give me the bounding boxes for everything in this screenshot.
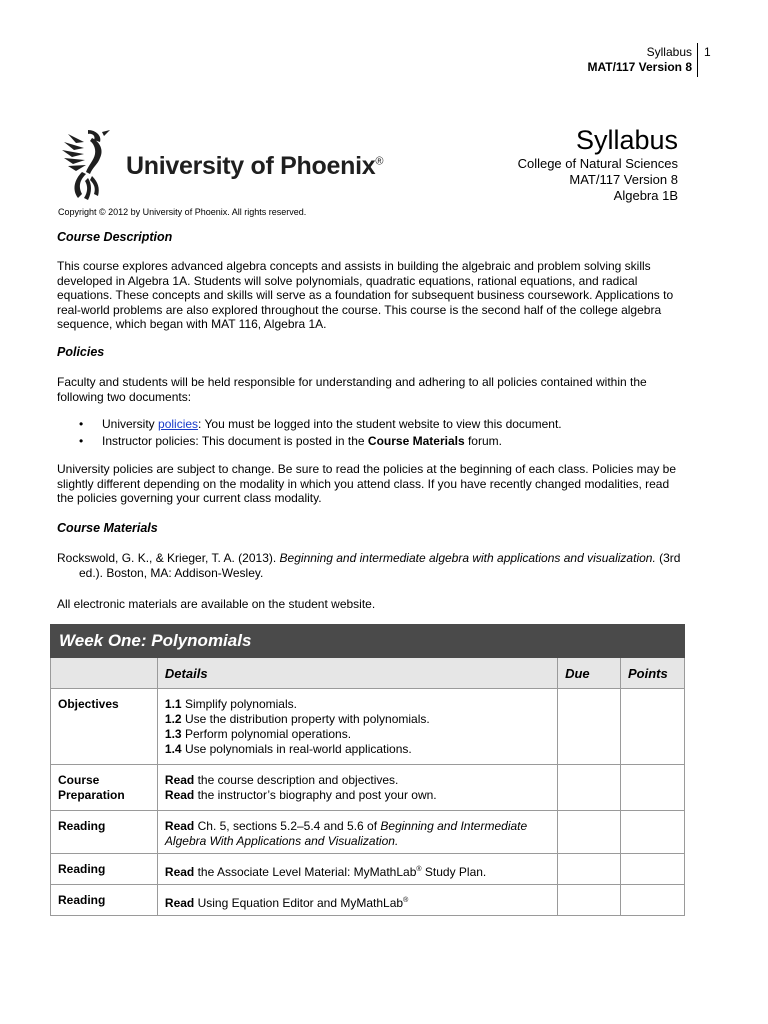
policies-note: University policies are subject to change. Be sure to read the policies at the beginning of each class. Policies may be slightly different depending on the modality in which you attend class. If you have recently changed modalities, read the policies governing your current class modality. xyxy=(57,462,677,505)
header-details: Details xyxy=(157,658,557,689)
row-label-reading: Reading xyxy=(51,854,158,885)
due-cell xyxy=(558,811,621,854)
college-name: College of Natural Sciences xyxy=(517,156,678,171)
table-row xyxy=(51,854,685,885)
reading-details: Read Ch. 5, sections 5.2–5.4 and 5.6 of Beginning and Intermediate Algebra With Applications and Visualization. xyxy=(157,811,557,854)
header-course-version: MAT/117 Version 8 xyxy=(587,60,692,74)
row-label-reading: Reading xyxy=(51,885,158,916)
header-due: Due xyxy=(558,658,621,689)
table-row xyxy=(51,885,685,916)
due-cell xyxy=(558,765,621,811)
week-title-row xyxy=(51,625,685,658)
materials-note: All electronic materials are available on the student website. xyxy=(57,597,376,611)
textbook-reference: Rockswold, G. K., & Krieger, T. A. (2013). Beginning and intermediate algebra with applications and visualization. (3rd ed.). Boston, MA: Addison-Wesley. xyxy=(57,551,681,580)
objective-item: 1.1 Simplify polynomials. xyxy=(164,697,297,711)
reading-details: Read the Associate Level Material: MyMathLab® Study Plan. xyxy=(157,854,557,885)
week-one-table xyxy=(50,624,685,916)
course-version: MAT/117 Version 8 xyxy=(569,172,678,187)
due-cell xyxy=(558,854,621,885)
page-number: 1 xyxy=(704,45,711,59)
policies-link[interactable]: policies xyxy=(158,417,199,431)
objectives-details xyxy=(157,689,557,765)
due-cell xyxy=(558,885,621,916)
phoenix-bird-icon xyxy=(58,128,120,203)
running-header xyxy=(588,45,693,75)
row-label-reading: Reading xyxy=(51,811,158,854)
policies-heading: Policies xyxy=(57,345,105,359)
row-label-objectives: Objectives xyxy=(51,689,158,765)
list-item: • University policies: You must be logged into the student website to view this document. xyxy=(79,417,562,431)
policies-list xyxy=(57,416,697,450)
list-item: • Instructor policies: This document is posted in the Course Materials forum. xyxy=(79,434,502,448)
bullet-icon: • xyxy=(79,434,84,448)
course-materials-heading: Course Materials xyxy=(57,521,158,535)
course-description-text: This course explores advanced algebra concepts and assists in building the algebraic and problem solving skills developed in Algebra 1A. Students will solve polynomials, quadratic equations, rational equations, and radical equations. These concepts and skills will serve as a foundation for subsequent business coursework. Applications to real-world problems are also explored throughout the course. This course is the second half of the college algebra sequence, which began with MAT 116, Algebra 1A. xyxy=(57,259,674,331)
week-title: Week One: Polynomials xyxy=(51,625,685,658)
copyright-notice: Copyright © 2012 by University of Phoenix. All rights reserved. xyxy=(58,207,307,217)
table-row xyxy=(51,811,685,854)
reading-details: Read Using Equation Editor and MyMathLab® xyxy=(157,885,557,916)
policies-intro: Faculty and students will be held responsible for understanding and adhering to all policies contained within the following two documents: xyxy=(57,375,647,404)
objective-item: 1.3 Perform polynomial operations. xyxy=(164,727,352,741)
header-divider xyxy=(697,43,698,77)
header-cell-empty xyxy=(51,658,158,689)
document-title: Syllabus xyxy=(575,125,678,155)
course-description-heading: Course Description xyxy=(57,230,173,244)
points-cell xyxy=(620,689,684,765)
header-doc-type: Syllabus xyxy=(646,45,692,59)
logo-wordmark: University of Phoenix® xyxy=(126,152,384,180)
points-cell xyxy=(620,765,684,811)
table-row xyxy=(51,765,685,811)
table-header-row xyxy=(51,658,685,689)
due-cell xyxy=(558,689,621,765)
objective-item: 1.4 Use polynomials in real-world applications. xyxy=(164,742,412,756)
points-cell xyxy=(620,811,684,854)
preparation-details: Read the course description and objectives. Read the instructor’s biography and post your own. xyxy=(157,765,557,811)
points-cell xyxy=(620,885,684,916)
course-name: Algebra 1B xyxy=(613,188,678,203)
table-row xyxy=(51,689,685,765)
title-block xyxy=(518,124,678,204)
points-cell xyxy=(620,854,684,885)
bullet-icon: • xyxy=(79,417,84,431)
row-label-course-preparation: Course Preparation xyxy=(51,765,158,811)
header-points: Points xyxy=(620,658,684,689)
objective-item: 1.2 Use the distribution property with polynomials. xyxy=(164,712,430,726)
university-logo xyxy=(58,128,384,203)
